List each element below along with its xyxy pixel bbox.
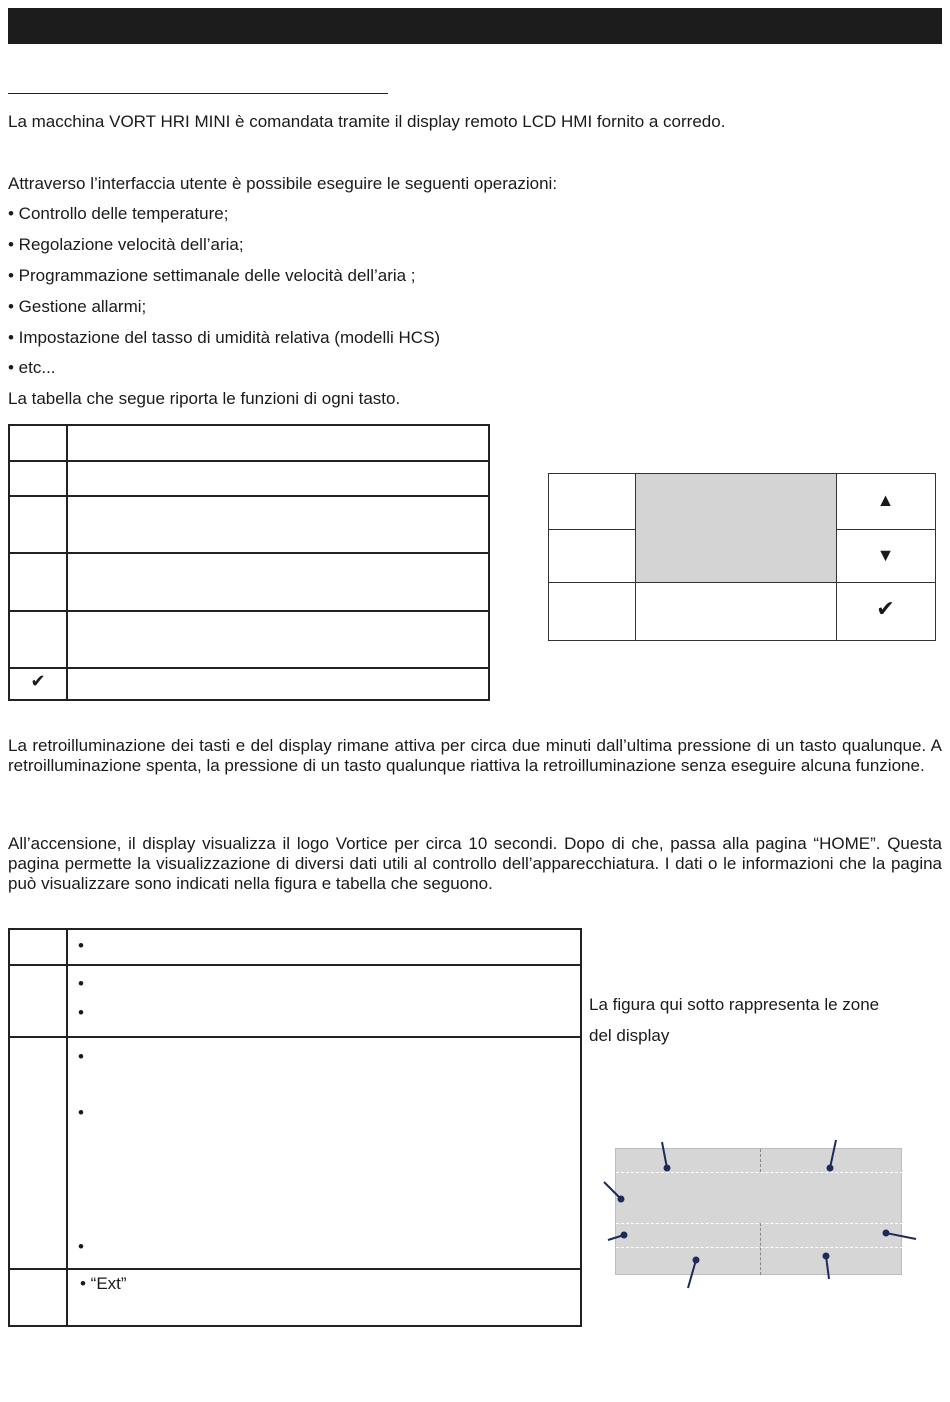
keypad-divider: [635, 474, 636, 640]
operation-item: • Regolazione velocità dell’aria;: [8, 235, 244, 254]
keypad-display-area: [635, 474, 836, 582]
header-bar: [8, 8, 942, 44]
zone-pointers: [600, 1136, 920, 1300]
pointer-dot: [665, 1166, 670, 1171]
operation-item: • Controllo delle temperature;: [8, 204, 229, 223]
check-icon: ✔: [876, 596, 895, 621]
keypad-divider: [549, 582, 935, 583]
table-row-divider: [10, 610, 488, 612]
table-divider: [66, 426, 68, 699]
list-bullet: •: [78, 1047, 84, 1066]
pointer-dot: [622, 1233, 627, 1238]
figure-caption: La figura qui sotto rappresenta le zone: [589, 995, 880, 1014]
pointer-dot: [619, 1197, 624, 1202]
table-row-divider: [10, 495, 488, 497]
table-row-divider: [10, 552, 488, 554]
table-row-divider: [10, 1268, 580, 1270]
ext-label: • “Ext”: [80, 1274, 127, 1293]
pointer-line: [604, 1182, 621, 1199]
table-row-divider: [10, 964, 580, 966]
list-bullet: •: [78, 974, 84, 993]
backlight-paragraph: La retroilluminazione dei tasti e del display rimane attiva per circa due minuti dall’ultima pressione di un tasto qualunque. A retroilluminazione spenta, la pressione di un tasto qualunque riattiva la retroilluminazione senza eseguire alcuna funzione.: [8, 736, 942, 775]
key-function-table: [8, 424, 490, 701]
operation-item: • Programmazione settimanale delle velocità dell’aria ;: [8, 266, 416, 285]
pointer-dot: [824, 1254, 829, 1259]
up-arrow-icon: ▲: [876, 490, 895, 510]
table-row-divider: [10, 1036, 580, 1038]
startup-paragraph: All’accensione, il display visualizza il logo Vortice per circa 10 secondi. Dopo di che, passa alla pagina “HOME”. Questa pagina permette la visualizzazione di diversi dati utili al controllo dell’apparecchiatura. I dati o le informazioni che la pagina può visualizzare sono indicati nella figura e tabella che seguono.: [8, 834, 942, 893]
table-intro: La tabella che segue riporta le funzioni di ogni tasto.: [8, 389, 401, 408]
keypad-divider: [836, 529, 935, 530]
operation-item: • etc...: [8, 358, 56, 377]
pointer-line: [886, 1233, 916, 1239]
intro-line: La macchina VORT HRI MINI è comandata tramite il display remoto LCD HMI fornito a corredo.: [8, 112, 726, 131]
pointer-dot: [884, 1231, 889, 1236]
list-bullet: •: [78, 936, 84, 955]
pointer-line: [662, 1142, 667, 1168]
down-arrow-icon: ▼: [876, 545, 895, 565]
section-rule: [8, 93, 388, 94]
table-row-divider: [10, 460, 488, 462]
table-divider: [66, 930, 68, 1325]
list-bullet: •: [78, 1103, 84, 1122]
operation-item: • Impostazione del tasso di umidità relativa (modelli HCS): [8, 328, 441, 347]
table-row-divider: [10, 667, 488, 669]
list-bullet: •: [78, 1003, 84, 1022]
operation-item: • Gestione allarmi;: [8, 297, 147, 316]
check-icon: ✔: [30, 671, 46, 691]
pointer-line: [688, 1260, 696, 1288]
display-zones-figure: [600, 1136, 920, 1300]
keypad-diagram: [548, 473, 936, 641]
display-zones-table: [8, 928, 582, 1327]
operations-intro: Attraverso l’interfaccia utente è possibile eseguire le seguenti operazioni:: [8, 174, 558, 193]
list-bullet: •: [78, 1237, 84, 1256]
pointer-line: [830, 1140, 836, 1168]
keypad-divider: [549, 529, 635, 530]
pointer-dot: [694, 1258, 699, 1263]
figure-caption: del display: [589, 1026, 670, 1045]
pointer-dot: [828, 1166, 833, 1171]
